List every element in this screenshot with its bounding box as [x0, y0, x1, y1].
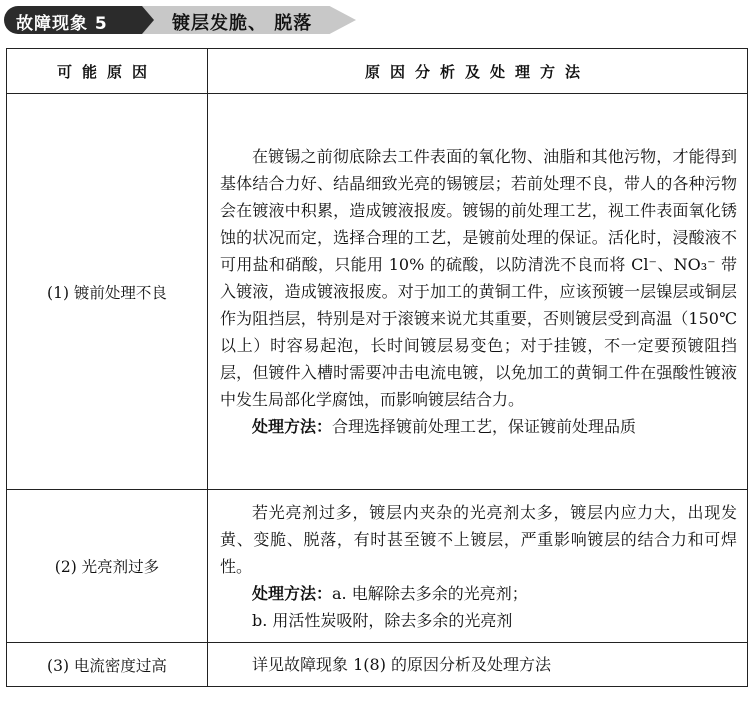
analysis-cell: 详见故障现象 1(8) 的原因分析及处理方法 — [208, 643, 748, 687]
table-row — [7, 94, 748, 490]
method-label: 处理方法： — [252, 417, 333, 436]
fault-label: 故障现象 5 — [16, 14, 108, 34]
analysis-text: 在镀锡之前彻底除去工件表面的氧化物、油脂和其他污物，才能得到基体结合力好、结晶细致光亮的锡镀层；若前处理不良，带人的各种污物会在镀液中积累，造成镀液报废。镀锡的前处理工艺，视工件表面氧化锈蚀的状况而定，选择合理的工艺，是镀前处理的保证。活化时，浸酸液不可用盐和硝酸，只能用 10% 的硫酸，以防清洗不良而将 Cl⁻、NO₃⁻ 带入镀液，造成镀液报废。对于加工的黄铜工件，应该预镀一层镍层或铜层作为阻挡层，特别是对于滚镀来说尤其重要，否则镀层受到高温（150℃以上）时容易起泡，长时间镀层易变色；对于挂镀，不一定要预镀阻挡层，但镀件入槽时需要冲击电流电镀，以免加工的黄铜工件在强酸性镀液中发生局部化学腐蚀，而影响镀层结合力。 — [220, 147, 737, 409]
analysis-text: 若光亮剂过多，镀层内夹杂的光亮剂太多，镀层内应力大，出现发黄、变脆、脱落，有时甚至镀不上镀层，严重影响镀层的结合力和可焊性。 — [220, 502, 737, 576]
method-text: 合理选择镀前处理工艺，保证镀前处理品质 — [332, 417, 637, 436]
header-analysis: 原因分析及处理方法 — [208, 49, 748, 94]
table-header-row — [7, 49, 748, 94]
cause-cell: (1) 镀前处理不良 — [7, 94, 208, 490]
cause-cell: (2) 光亮剂过多 — [7, 490, 208, 643]
table-row — [7, 490, 748, 643]
analysis-cell — [208, 94, 748, 490]
method-label: 处理方法： — [252, 583, 333, 603]
method-line — [220, 413, 737, 440]
cause-cell: (3) 电流密度过高 — [7, 643, 208, 687]
header-possible-cause: 可能原因 — [7, 49, 208, 94]
analysis-cell — [208, 490, 748, 643]
table-row — [7, 643, 748, 687]
fault-table — [6, 48, 748, 687]
method-line — [220, 580, 737, 607]
fault-title: 镀层发脆、 脱落 — [172, 13, 313, 34]
method-text: a. 电解除去多余的光亮剂； — [332, 583, 528, 603]
method-line-b: b. 用活性炭吸附，除去多余的光亮剂 — [252, 610, 513, 630]
section-banner — [0, 6, 360, 34]
